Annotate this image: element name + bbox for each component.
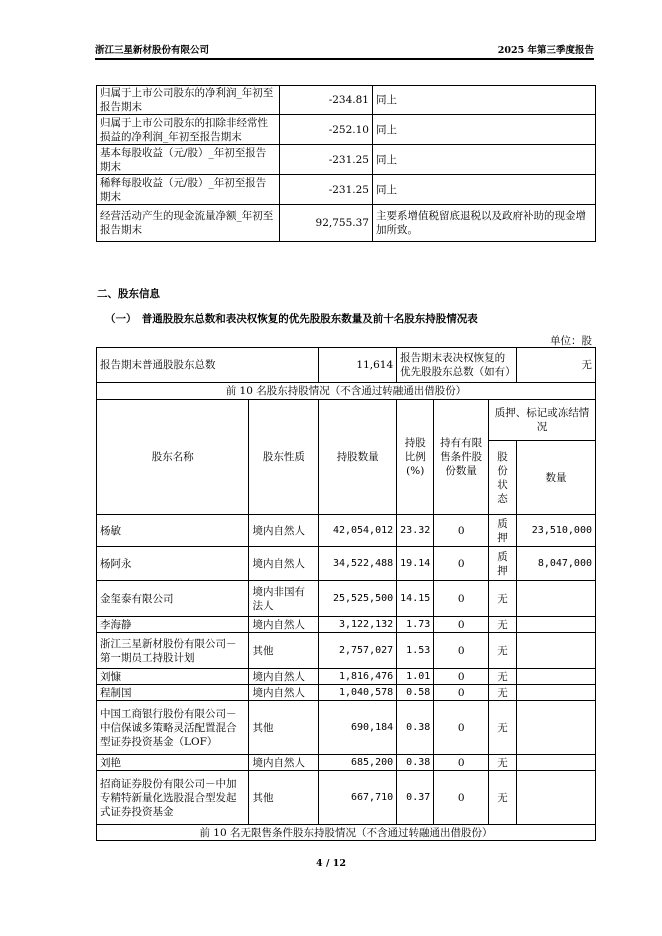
header-divider bbox=[95, 58, 594, 60]
holder-ratio: 1.73 bbox=[397, 617, 434, 633]
holder-quantity bbox=[517, 633, 596, 669]
holder-name: 招商证券股份有限公司－中加专精特新量化选股混合型发起式证券投资基金 bbox=[97, 771, 249, 825]
holder-status: 无 bbox=[489, 669, 517, 685]
table-row bbox=[97, 633, 596, 669]
holder-name: 李海静 bbox=[97, 617, 249, 633]
table-row bbox=[97, 515, 596, 547]
holder-quantity bbox=[517, 755, 596, 771]
holder-restricted: 0 bbox=[434, 617, 489, 633]
row-label: 稀释每股收益（元/股）_年初至报告期末 bbox=[97, 175, 280, 205]
summary-row bbox=[97, 348, 596, 383]
holder-quantity bbox=[517, 771, 596, 825]
section-title: 二、股东信息 bbox=[97, 288, 160, 300]
header-ratio: 持股比例(%) bbox=[397, 400, 434, 515]
holder-restricted: 0 bbox=[434, 701, 489, 755]
row-value: 92,755.37 bbox=[280, 205, 373, 242]
holder-nature: 境内自然人 bbox=[249, 669, 319, 685]
holder-quantity: 23,510,000 bbox=[517, 515, 596, 547]
holder-nature: 境内自然人 bbox=[249, 617, 319, 633]
table-row bbox=[97, 701, 596, 755]
table-row bbox=[97, 617, 596, 633]
holder-nature: 其他 bbox=[249, 701, 319, 755]
holder-ratio: 0.38 bbox=[397, 701, 434, 755]
holder-restricted: 0 bbox=[434, 685, 489, 701]
preferred-holders-value: 无 bbox=[517, 348, 596, 383]
holder-status: 无 bbox=[489, 617, 517, 633]
table-row bbox=[97, 145, 596, 175]
header-quantity: 数量 bbox=[517, 441, 596, 515]
holder-shares: 25,525,500 bbox=[319, 581, 397, 617]
table-row bbox=[97, 115, 596, 145]
row-label: 归属于上市公司股东的净利润_年初至报告期末 bbox=[97, 86, 280, 115]
top10-title: 前 10 名股东持股情况（不含通过转融通出借股份） bbox=[97, 383, 596, 400]
total-holders-label: 报告期末普通股股东总数 bbox=[97, 348, 319, 383]
holder-shares: 1,816,476 bbox=[319, 669, 397, 685]
holder-quantity bbox=[517, 669, 596, 685]
holder-ratio: 0.58 bbox=[397, 685, 434, 701]
row-value: -252.10 bbox=[280, 115, 373, 145]
unit-label: 单位：股 bbox=[550, 335, 592, 347]
row-note: 同上 bbox=[373, 86, 596, 115]
holder-status: 无 bbox=[489, 755, 517, 771]
holder-shares: 667,710 bbox=[319, 771, 397, 825]
holder-shares: 690,184 bbox=[319, 701, 397, 755]
holder-quantity bbox=[517, 701, 596, 755]
holder-status: 无 bbox=[489, 701, 517, 755]
row-value: -234.81 bbox=[280, 86, 373, 115]
holder-shares: 42,054,012 bbox=[319, 515, 397, 547]
holder-status: 无 bbox=[489, 685, 517, 701]
holder-name: 杨敏 bbox=[97, 515, 249, 547]
header-shares: 持股数量 bbox=[319, 400, 397, 515]
holder-ratio: 0.38 bbox=[397, 755, 434, 771]
holder-shares: 34,522,488 bbox=[319, 547, 397, 581]
table-row bbox=[97, 685, 596, 701]
table-row bbox=[97, 175, 596, 205]
holder-status: 无 bbox=[489, 771, 517, 825]
table-row bbox=[97, 771, 596, 825]
total-holders-value: 11,614 bbox=[319, 348, 397, 383]
financial-change-table bbox=[96, 85, 596, 242]
holder-ratio: 1.01 bbox=[397, 669, 434, 685]
holder-name: 刘艳 bbox=[97, 755, 249, 771]
holder-quantity bbox=[517, 685, 596, 701]
holder-nature: 境内自然人 bbox=[249, 515, 319, 547]
unrestricted-title: 前 10 名无限售条件股东持股情况（不含通过转融通出借股份） bbox=[97, 825, 596, 841]
holder-ratio: 1.53 bbox=[397, 633, 434, 669]
holder-name: 刘慷 bbox=[97, 669, 249, 685]
holder-shares: 3,122,132 bbox=[319, 617, 397, 633]
subsection-title: （一） 普通股股东总数和表决权恢复的优先股股东数量及前十名股东持股情况表 bbox=[105, 313, 478, 325]
table-row bbox=[97, 205, 596, 242]
table-row bbox=[97, 86, 596, 115]
holder-name: 程制国 bbox=[97, 685, 249, 701]
row-label: 经营活动产生的现金流量净额_年初至报告期末 bbox=[97, 205, 280, 242]
row-value: -231.25 bbox=[280, 175, 373, 205]
table-row bbox=[97, 669, 596, 685]
holder-name: 浙江三星新材股份有限公司－第一期员工持股计划 bbox=[97, 633, 249, 669]
row-note: 同上 bbox=[373, 145, 596, 175]
holder-quantity bbox=[517, 581, 596, 617]
header-restricted: 持有有限售条件股份数量 bbox=[434, 400, 489, 515]
holder-ratio: 23.32 bbox=[397, 515, 434, 547]
row-note: 同上 bbox=[373, 175, 596, 205]
holder-status: 质押 bbox=[489, 515, 517, 547]
holder-shares: 2,757,027 bbox=[319, 633, 397, 669]
holder-shares: 1,040,578 bbox=[319, 685, 397, 701]
holder-restricted: 0 bbox=[434, 581, 489, 617]
header-company: 浙江三星新材股份有限公司 bbox=[95, 45, 210, 56]
holder-ratio: 0.37 bbox=[397, 771, 434, 825]
holder-name: 中国工商银行股份有限公司－中信保诚多策略灵活配置混合型证券投资基金（LOF） bbox=[97, 701, 249, 755]
table-row bbox=[97, 755, 596, 771]
holder-restricted: 0 bbox=[434, 515, 489, 547]
holder-nature: 其他 bbox=[249, 633, 319, 669]
row-label: 归属于上市公司股东的扣除非经常性损益的净利润_年初至报告期末 bbox=[97, 115, 280, 145]
holder-nature: 其他 bbox=[249, 771, 319, 825]
header-name: 股东名称 bbox=[97, 400, 249, 515]
holder-shares: 685,200 bbox=[319, 755, 397, 771]
row-note: 同上 bbox=[373, 115, 596, 145]
row-value: -231.25 bbox=[280, 145, 373, 175]
holder-restricted: 0 bbox=[434, 547, 489, 581]
holder-quantity: 8,047,000 bbox=[517, 547, 596, 581]
holder-name: 杨阿永 bbox=[97, 547, 249, 581]
header-pledge: 质押、标记或冻结情况 bbox=[489, 400, 596, 441]
header-status: 股份状态 bbox=[489, 441, 517, 515]
holder-ratio: 14.15 bbox=[397, 581, 434, 617]
holder-status: 无 bbox=[489, 581, 517, 617]
holder-restricted: 0 bbox=[434, 771, 489, 825]
bottom-title-row bbox=[97, 825, 596, 841]
row-note: 主要系增值税留底退税以及政府补助的现金增加所致。 bbox=[373, 205, 596, 242]
holder-nature: 境内自然人 bbox=[249, 685, 319, 701]
table-row bbox=[97, 547, 596, 581]
holder-status: 无 bbox=[489, 633, 517, 669]
holder-name: 金玺泰有限公司 bbox=[97, 581, 249, 617]
holder-quantity bbox=[517, 617, 596, 633]
holder-ratio: 19.14 bbox=[397, 547, 434, 581]
page-number: 4 / 12 bbox=[316, 858, 346, 869]
holder-nature: 境内自然人 bbox=[249, 755, 319, 771]
holder-restricted: 0 bbox=[434, 669, 489, 685]
shareholder-table bbox=[96, 347, 596, 841]
table-row bbox=[97, 581, 596, 617]
header-nature: 股东性质 bbox=[249, 400, 319, 515]
preferred-holders-label: 报告期末表决权恢复的优先股股东总数（如有） bbox=[397, 348, 517, 383]
holder-restricted: 0 bbox=[434, 633, 489, 669]
holder-nature: 境内自然人 bbox=[249, 547, 319, 581]
header-row bbox=[97, 400, 596, 441]
holder-nature: 境内非国有法人 bbox=[249, 581, 319, 617]
top10-title-row bbox=[97, 383, 596, 400]
row-label: 基本每股收益（元/股）_年初至报告期末 bbox=[97, 145, 280, 175]
holder-status: 质押 bbox=[489, 547, 517, 581]
holder-restricted: 0 bbox=[434, 755, 489, 771]
header-report-title: 2025 年第三季度报告 bbox=[497, 45, 594, 56]
